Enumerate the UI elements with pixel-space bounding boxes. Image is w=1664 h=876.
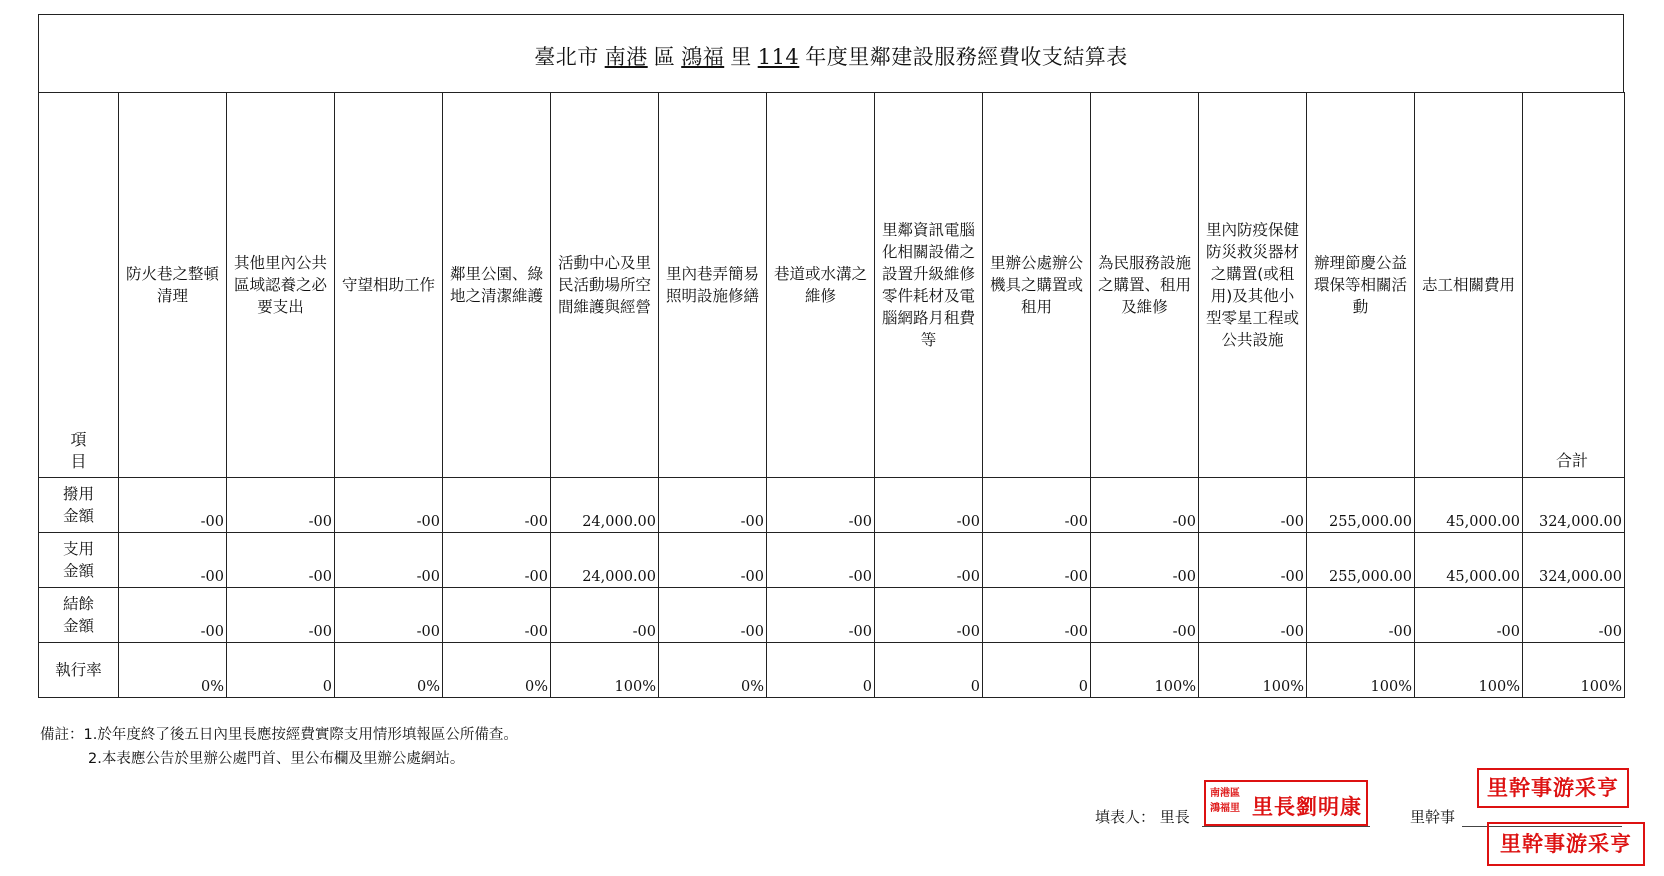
title-district-unit: 區 bbox=[653, 45, 676, 69]
category-header: 志工相關費用 bbox=[1415, 93, 1523, 478]
table-cell: -00 bbox=[1091, 478, 1199, 533]
table-cell: -00 bbox=[1307, 588, 1415, 643]
note-2: 2.本表應公告於里辦公處門首、里公布欄及里辦公處網站。 bbox=[88, 751, 465, 767]
table-cell: 100% bbox=[551, 643, 659, 698]
chief-seal-name: 里長劉明康 bbox=[1252, 794, 1362, 819]
total-header: 合計 bbox=[1523, 93, 1625, 478]
table-cell: 45,000.00 bbox=[1415, 533, 1523, 588]
table-cell: 100% bbox=[1415, 643, 1523, 698]
total-cell: 324,000.00 bbox=[1523, 478, 1625, 533]
secretary-seal-top: 里幹事游采亨 bbox=[1477, 768, 1629, 808]
category-header: 守望相助工作 bbox=[335, 93, 443, 478]
title-village-unit: 里 bbox=[730, 45, 752, 69]
item-header: 項 目 bbox=[39, 93, 119, 478]
row-label: 執行率 bbox=[39, 643, 119, 698]
category-header: 活動中心及里民活動場所空間維護與經營 bbox=[551, 93, 659, 478]
table-row bbox=[39, 533, 1625, 588]
settlement-table bbox=[38, 92, 1625, 698]
table-cell: -00 bbox=[551, 588, 659, 643]
total-cell: 100% bbox=[1523, 643, 1625, 698]
table-row bbox=[39, 478, 1625, 533]
table-cell: -00 bbox=[335, 478, 443, 533]
table-cell: 24,000.00 bbox=[551, 478, 659, 533]
table-cell: -00 bbox=[227, 588, 335, 643]
row-label: 支用 金額 bbox=[39, 533, 119, 588]
table-cell: -00 bbox=[1415, 588, 1523, 643]
page-title bbox=[39, 41, 1623, 71]
title-district: 南港 bbox=[604, 45, 648, 69]
category-header: 為民服務設施之購置、租用及維修 bbox=[1091, 93, 1199, 478]
table-cell: -00 bbox=[335, 533, 443, 588]
table-cell: -00 bbox=[983, 478, 1091, 533]
table-cell: -00 bbox=[983, 533, 1091, 588]
row-label: 撥用 金額 bbox=[39, 478, 119, 533]
table-cell: 0% bbox=[659, 643, 767, 698]
table-cell: 100% bbox=[1199, 643, 1307, 698]
table-cell: -00 bbox=[767, 533, 875, 588]
settlement-sheet bbox=[38, 14, 1624, 698]
title-prefix: 臺北市 bbox=[534, 45, 599, 69]
table-cell: -00 bbox=[659, 478, 767, 533]
category-header: 其他里內公共區域認養之必要支出 bbox=[227, 93, 335, 478]
table-cell: -00 bbox=[443, 533, 551, 588]
table-cell: -00 bbox=[659, 588, 767, 643]
table-cell: 100% bbox=[1091, 643, 1199, 698]
table-cell: -00 bbox=[875, 478, 983, 533]
table-cell: 0% bbox=[119, 643, 227, 698]
note-1: 備註：1.於年度終了後五日內里長應按經費實際支用情形填報區公所備查。 bbox=[40, 727, 518, 743]
table-cell: -00 bbox=[983, 588, 1091, 643]
category-header: 辦理節慶公益環保等相關活動 bbox=[1307, 93, 1415, 478]
category-header: 鄰里公園、綠地之清潔維護 bbox=[443, 93, 551, 478]
table-cell: -00 bbox=[875, 533, 983, 588]
filler-label: 填表人： bbox=[1095, 808, 1156, 826]
title-row bbox=[38, 14, 1624, 92]
table-cell: -00 bbox=[443, 588, 551, 643]
table-cell: 0% bbox=[335, 643, 443, 698]
table-cell: -00 bbox=[767, 588, 875, 643]
header-row bbox=[39, 93, 1625, 478]
table-cell: -00 bbox=[1199, 478, 1307, 533]
title-suffix: 年度里鄰建設服務經費收支結算表 bbox=[805, 45, 1128, 69]
table-cell: 24,000.00 bbox=[551, 533, 659, 588]
category-header: 防火巷之整頓清理 bbox=[119, 93, 227, 478]
title-village: 鴻福 bbox=[681, 45, 725, 69]
table-cell: -00 bbox=[875, 588, 983, 643]
category-header: 里鄰資訊電腦化相關設備之設置升級維修零件耗材及電腦網路月租費等 bbox=[875, 93, 983, 478]
table-cell: -00 bbox=[659, 533, 767, 588]
category-header: 里內巷弄簡易照明設施修繕 bbox=[659, 93, 767, 478]
secretary-label: 里幹事 bbox=[1410, 808, 1456, 826]
chief-seal bbox=[1204, 780, 1368, 826]
table-cell: -00 bbox=[1091, 588, 1199, 643]
table-cell: -00 bbox=[119, 478, 227, 533]
notes bbox=[40, 723, 518, 771]
table-cell: -00 bbox=[227, 533, 335, 588]
table-cell: 0 bbox=[227, 643, 335, 698]
chief-signature-line bbox=[1202, 826, 1370, 827]
table-cell: -00 bbox=[119, 588, 227, 643]
table-cell: 0 bbox=[875, 643, 983, 698]
table-cell: -00 bbox=[1199, 533, 1307, 588]
table-cell: -00 bbox=[119, 533, 227, 588]
secretary-signature bbox=[1410, 806, 1455, 827]
category-header: 里辦公處辦公機具之購置或租用 bbox=[983, 93, 1091, 478]
row-label: 結餘 金額 bbox=[39, 588, 119, 643]
table-cell: -00 bbox=[443, 478, 551, 533]
category-header: 里內防疫保健防災救災器材之購置(或租用)及其他小型零星工程或公共設施 bbox=[1199, 93, 1307, 478]
chief-seal-area: 南港區 鴻福里 bbox=[1210, 788, 1240, 814]
title-year: 114 bbox=[757, 45, 800, 69]
table-cell: 45,000.00 bbox=[1415, 478, 1523, 533]
table-cell: -00 bbox=[767, 478, 875, 533]
table-cell: 0% bbox=[443, 643, 551, 698]
table-row bbox=[39, 643, 1625, 698]
table-cell: -00 bbox=[227, 478, 335, 533]
table-cell: 255,000.00 bbox=[1307, 478, 1415, 533]
table-cell: 100% bbox=[1307, 643, 1415, 698]
table-cell: -00 bbox=[335, 588, 443, 643]
table-cell: -00 bbox=[1199, 588, 1307, 643]
table-row bbox=[39, 588, 1625, 643]
table-cell: 0 bbox=[767, 643, 875, 698]
table-cell: 0 bbox=[983, 643, 1091, 698]
category-header: 巷道或水溝之維修 bbox=[767, 93, 875, 478]
total-cell: 324,000.00 bbox=[1523, 533, 1625, 588]
chief-label: 里長 bbox=[1159, 808, 1190, 826]
secretary-seal-bottom: 里幹事游采亨 bbox=[1487, 822, 1645, 866]
total-cell: -00 bbox=[1523, 588, 1625, 643]
table-cell: 255,000.00 bbox=[1307, 533, 1415, 588]
table-cell: -00 bbox=[1091, 533, 1199, 588]
filler-signature bbox=[1095, 806, 1190, 827]
